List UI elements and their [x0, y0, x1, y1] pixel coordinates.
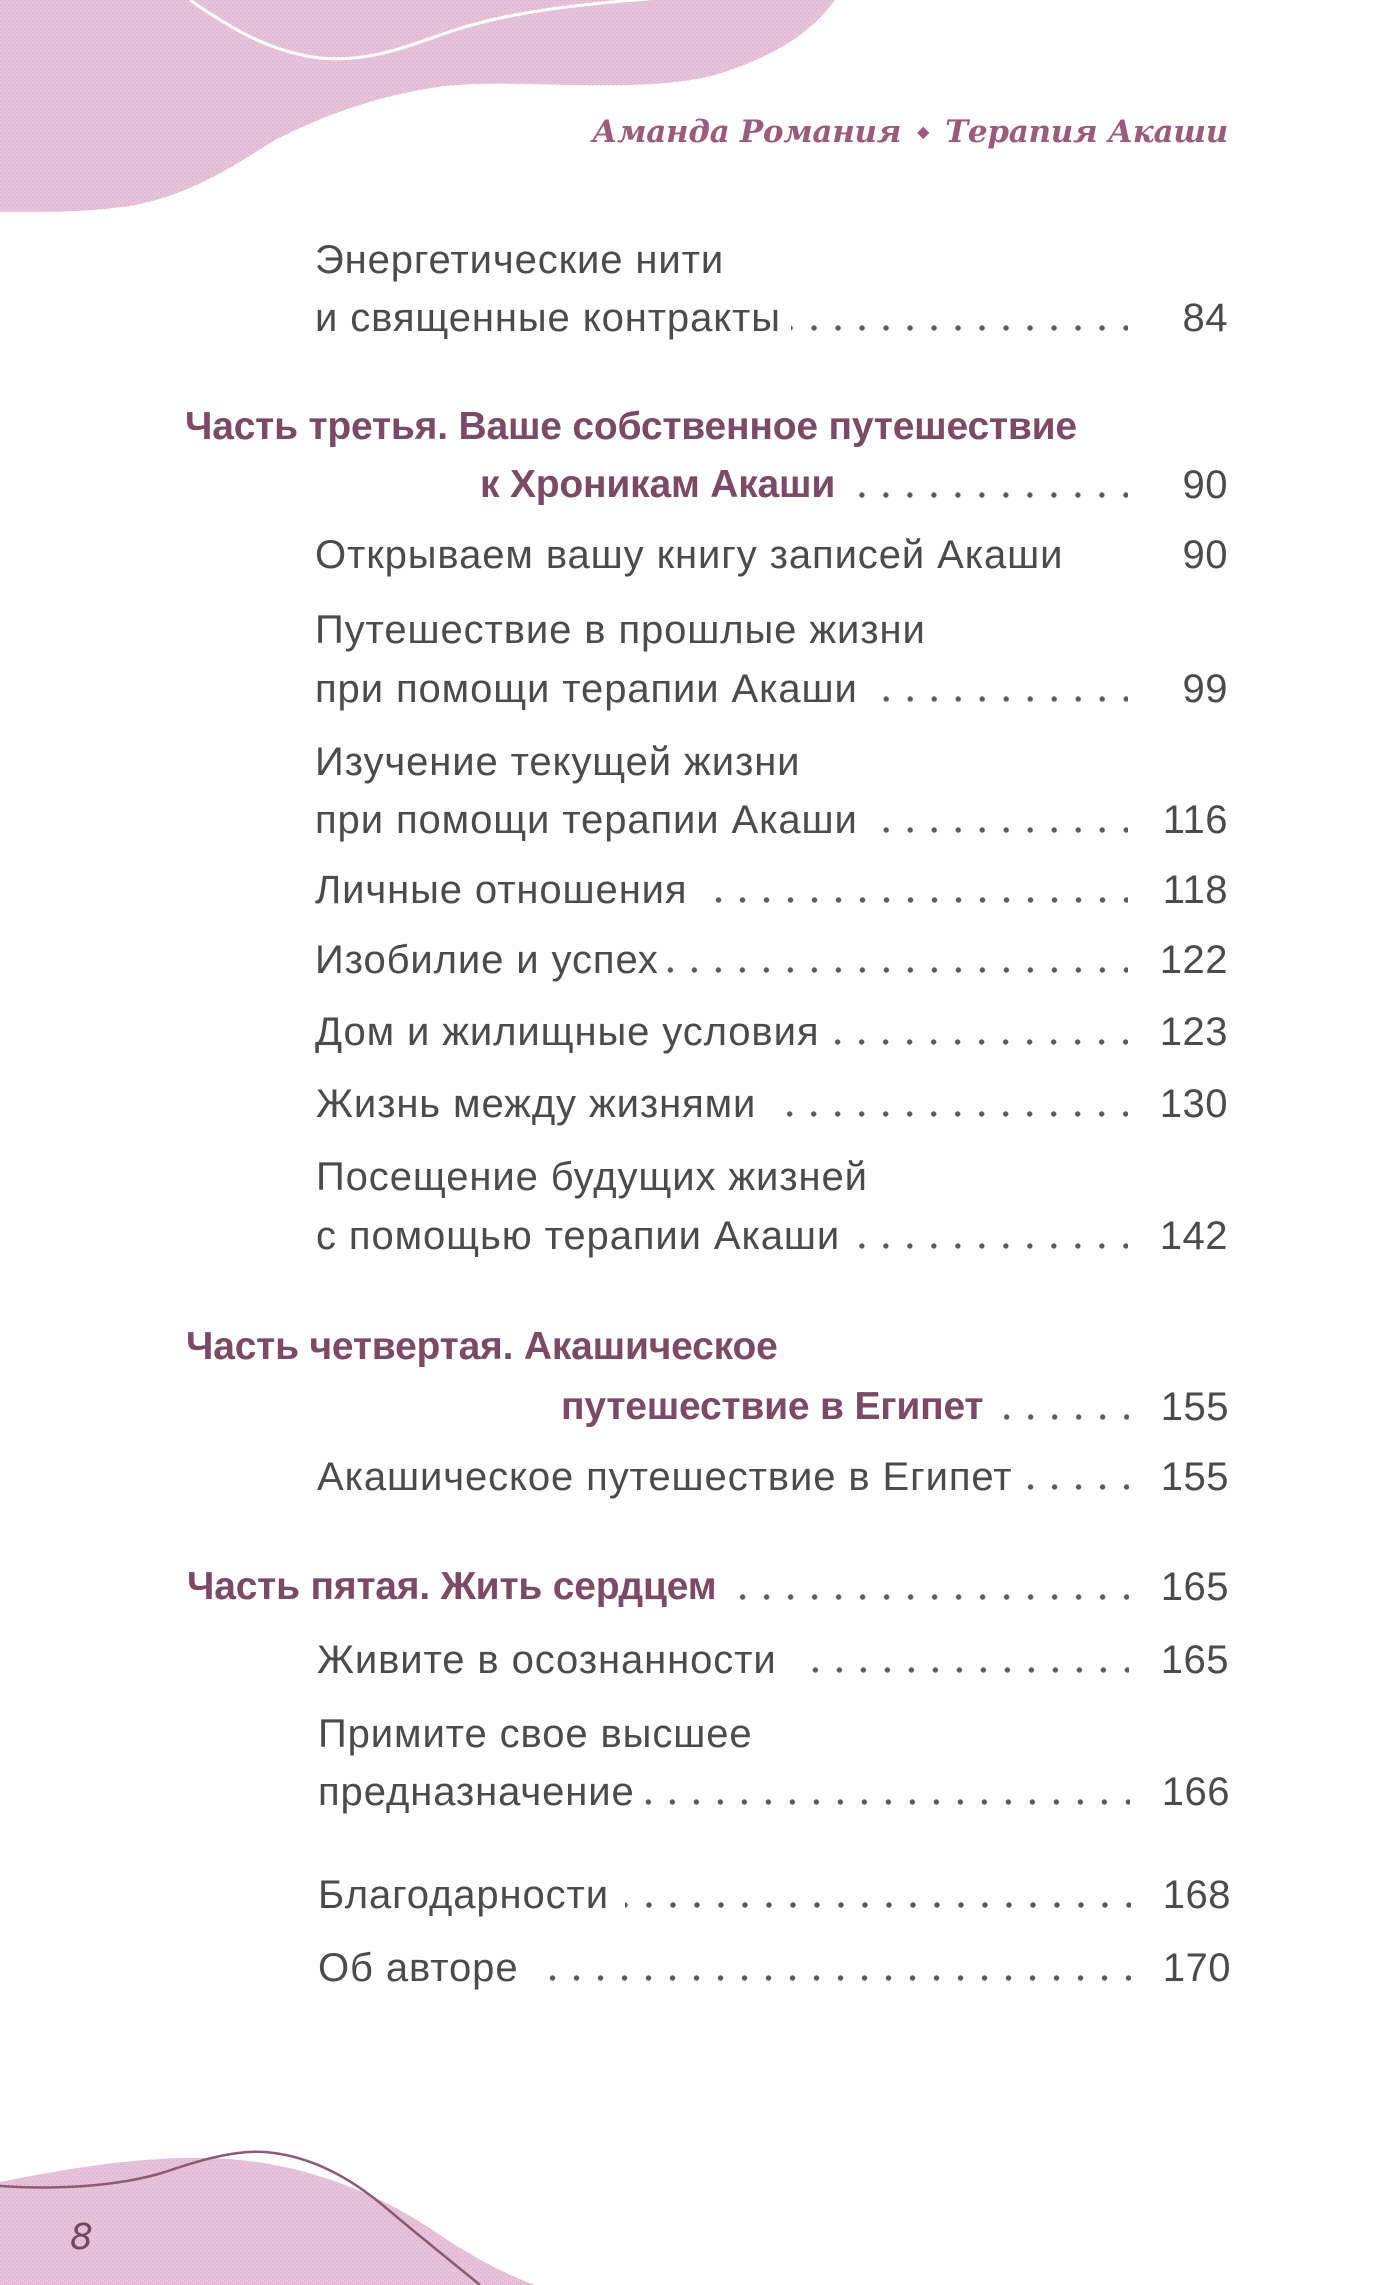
toc-entry [315, 867, 1228, 913]
toc-entry-title: Дом и жилищные условия [315, 1010, 820, 1054]
toc-entry [316, 1213, 1228, 1259]
toc-page-number: 155 [1160, 1455, 1229, 1499]
toc-part-title: путешествие в Египет [561, 1385, 984, 1428]
diamond-separator-icon: ◆ [917, 122, 930, 141]
dot-leader [850, 1213, 1128, 1259]
toc-entry-line: Путешествие в прошлые жизни [315, 608, 926, 652]
dot-leader [797, 1637, 1129, 1683]
toc-entry-title: Акашическое путешествие в Египет [317, 1455, 1013, 1499]
toc-page-number: 84 [1182, 296, 1228, 340]
toc-page-number: 130 [1159, 1082, 1228, 1126]
dot-leader [534, 1945, 1131, 1991]
toc-entry-title: Изобилие и успех [315, 938, 659, 982]
toc-entry-line: Посещение будущих жизней [316, 1155, 868, 1199]
toc-entry-line: Энергетические нити [315, 238, 725, 282]
toc-part-heading-line: Часть третья. Ваше собственное путешествие [185, 405, 1077, 448]
toc-entry-line: Примите свое высшее [318, 1712, 753, 1756]
toc-part-heading-line: Часть четвертая. Акашическое [186, 1325, 778, 1368]
toc-entry [315, 532, 1228, 578]
toc-entry-title: и священные контракты [315, 296, 781, 340]
toc-part-title: Часть пятая. Жить сердцем [187, 1565, 717, 1608]
dot-leader [1073, 532, 1128, 578]
toc-page-number: 122 [1159, 938, 1228, 982]
dot-leader [868, 666, 1128, 712]
dot-leader [698, 867, 1129, 913]
toc-entry-title: предназначение [318, 1770, 635, 1814]
toc-entry [318, 1769, 1230, 1815]
toc-page-number: 123 [1159, 1010, 1228, 1054]
toc-part-entry [561, 1384, 1229, 1430]
toc-entry-title: Открываем вашу книгу записей Акаши [315, 533, 1064, 577]
dot-leader [726, 1564, 1129, 1610]
dot-leader [625, 1872, 1131, 1918]
toc-entry [317, 1454, 1229, 1500]
toc-entry-title: Жизнь между жизнями [316, 1082, 757, 1126]
toc-page-number: 165 [1160, 1565, 1229, 1609]
toc-entry-line: Изучение текущей жизни [315, 740, 801, 784]
running-head-book-title: Терапия Акаши [945, 114, 1228, 150]
toc-page-number: 118 [1162, 868, 1228, 912]
toc-page-number: 166 [1161, 1770, 1230, 1814]
toc-page-number: 155 [1160, 1385, 1229, 1429]
toc-entry [315, 797, 1228, 843]
toc-entry [318, 1872, 1231, 1918]
page-number: 8 [70, 2217, 93, 2258]
toc-entry [318, 1945, 1231, 1991]
toc-page-number: 90 [1182, 533, 1228, 577]
toc-entry-title: при помощи терапии Акаши [315, 667, 858, 711]
running-head-author: Аманда Романия [592, 114, 902, 150]
toc-entry-title: с помощью терапии Акаши [316, 1214, 841, 1258]
toc-part-entry [480, 462, 1228, 508]
toc-page-number: 99 [1182, 667, 1228, 711]
toc-entry-title: Благодарности [318, 1873, 609, 1917]
toc-entry-title: Об авторе [318, 1946, 519, 1990]
toc-entry [315, 937, 1228, 983]
toc-page-number: 165 [1160, 1638, 1229, 1682]
toc-entry-title: Личные отношения [315, 868, 688, 912]
toc-part-title: к Хроникам Акаши [480, 463, 836, 506]
dot-leader [637, 1769, 1130, 1815]
toc-entry [317, 1637, 1229, 1683]
toc-entry [315, 1009, 1228, 1055]
dot-leader [1016, 1454, 1129, 1500]
top-blob-shape [0, 0, 835, 212]
dot-leader [661, 937, 1128, 983]
dot-leader [845, 462, 1128, 508]
dot-leader [987, 1384, 1129, 1430]
toc-part-entry [187, 1564, 1229, 1610]
toc-entry-title: Живите в осознанности [317, 1638, 777, 1682]
toc-page-number: 90 [1182, 463, 1228, 507]
toc-page-number: 170 [1162, 1946, 1231, 1990]
toc-page-number: 168 [1162, 1873, 1231, 1917]
dot-leader [829, 1009, 1128, 1055]
dot-leader [868, 797, 1128, 843]
toc-entry [315, 295, 1228, 341]
toc-entry [316, 1081, 1228, 1127]
running-head [592, 110, 1228, 154]
dot-leader [791, 295, 1128, 341]
toc-page-number: 116 [1162, 798, 1228, 842]
toc-page-number: 142 [1159, 1214, 1228, 1258]
toc-entry-title: при помощи терапии Акаши [315, 798, 858, 842]
dot-leader [780, 1081, 1128, 1127]
toc-entry [315, 666, 1228, 712]
